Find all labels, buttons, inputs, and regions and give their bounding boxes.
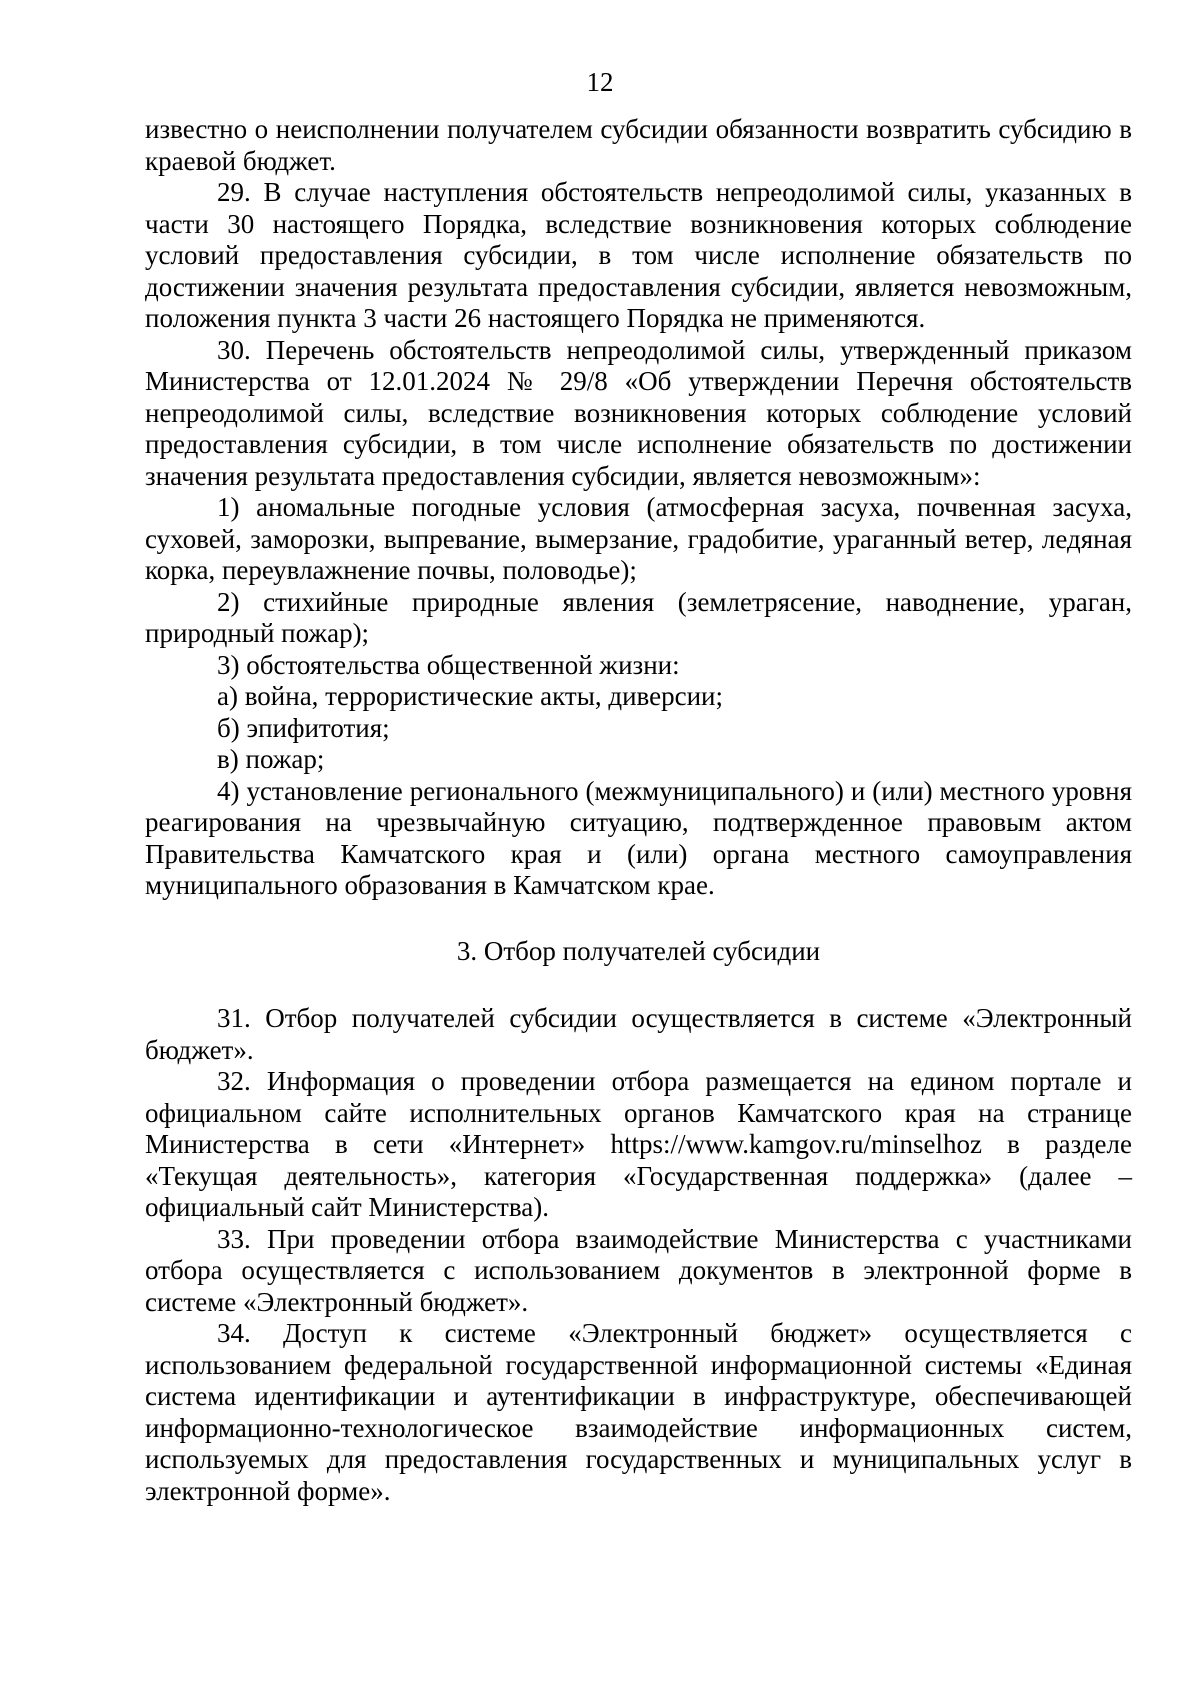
paragraph-30: 30. Перечень обстоятельств непреодолимой силы, утвержденный приказом Министерства от 12.01.2024 № 29/8 «Об утверждении Перечня обстоятельств непреодолимой силы, вследствие возникновения которых соблюдение условий предоставления субсидии, в том числе исполнение обязательств по достижении значения результата предоставления субсидии, является невозможным»:	[145, 334, 1132, 491]
list-item-3c: в) пожар;	[217, 744, 325, 774]
list-item-4: 4) установление регионального (межмуниципального) и (или) местного уровня реагирования на чрезвычайную ситуацию, подтвержденное правовым актом Правительства Камчатского края и (или) органа местного самоуправления муниципального образования в Камчатском крае.	[145, 775, 1132, 900]
list-item-1: 1) аномальные погодные условия (атмосферная засуха, почвенная засуха, суховей, заморозки, выпревание, вымерзание, градобитие, ураганный ветер, ледяная корка, переувлажнение почвы, половодье);	[145, 492, 1132, 585]
list-item-3b: б) эпифитотия;	[217, 712, 390, 743]
document-body	[145, 114, 1132, 1507]
paragraph-34: 34. Доступ к системе «Электронный бюджет» осуществляется с использованием федеральной государственной информационной системы «Единая система идентификации и аутентификации в инфраструктуре, обеспечивающей информационно-технологическое взаимодействие информационных систем, используемых для предоставления государственных и муниципальных услуг в электронной форме».	[145, 1318, 1132, 1506]
section-heading: 3. Отбор получателей субсидии	[456, 935, 821, 966]
page-number: 12	[586, 67, 614, 97]
list-item-2: 2) стихийные природные явления (землетрясение, наводнение, ураган, природный пожар);	[145, 586, 1132, 648]
paragraph-29: 29. В случае наступления обстоятельств непреодолимой силы, указанных в части 30 настоящего Порядка, вследствие возникновения которых соблюдение условий предоставления субсидии, в том числе исполнение обязательств по достижении значения результата предоставления субсидии, является невозможным, положения пункта 3 части 26 настоящего Порядка не применяются.	[145, 177, 1132, 333]
paragraph-32: 32. Информация о проведении отбора размещается на едином портале и официальном сайте исполнительных органов Камчатского края на странице Министерства в сети «Интернет» https://www.kamgov.ru/minselhoz в разделе «Текущая деятельность», категория «Государственная поддержка» (далее – официальный сайт Министерства).	[145, 1066, 1132, 1222]
list-item-3: 3) обстоятельства общественной жизни:	[217, 649, 680, 680]
paragraph-31: 31. Отбор получателей субсидии осуществляется в системе «Электронный бюджет».	[145, 1003, 1132, 1065]
paragraph-33: 33. При проведении отбора взаимодействие Министерства с участниками отбора осуществляется с использованием документов в электронной форме в системе «Электронный бюджет».	[145, 1223, 1132, 1317]
paragraph-continuation: известно о неисполнении получателем субсидии обязанности возвратить субсидию в краевой бюджет.	[145, 114, 1132, 176]
list-item-3a: а) война, террористические акты, диверсии;	[217, 681, 723, 711]
